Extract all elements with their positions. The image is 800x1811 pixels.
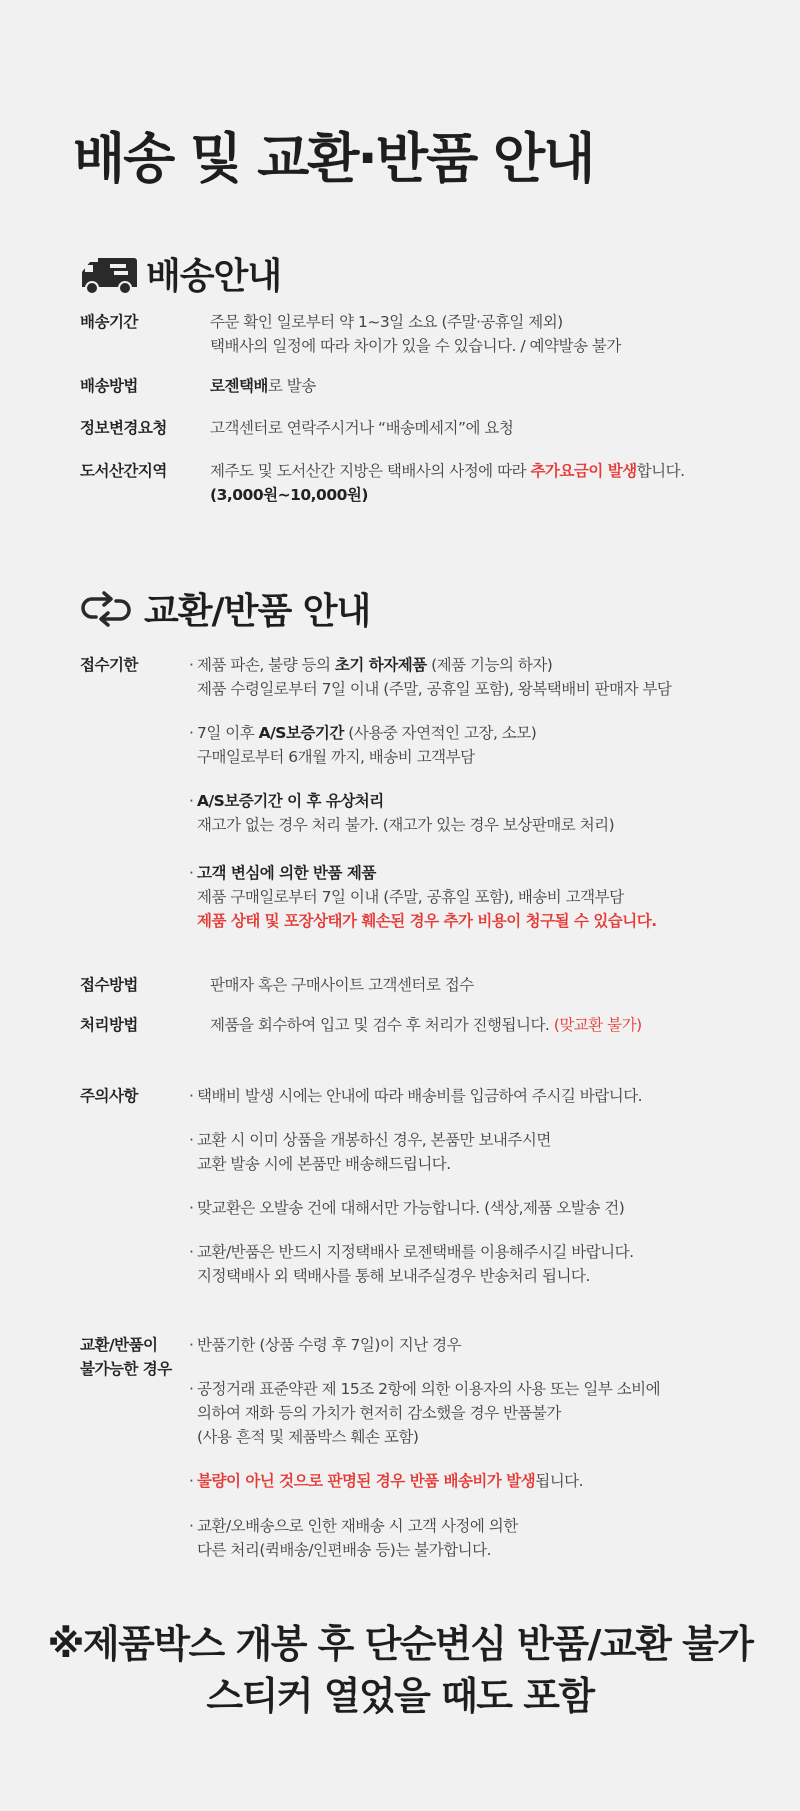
unable1-text: 반품기한 (상품 수령 후 7일)이 지난 경우 bbox=[197, 1336, 462, 1354]
no-direct-exchange: (맞교환 불가) bbox=[553, 1016, 642, 1034]
delivery-truck-icon bbox=[80, 252, 138, 296]
page-title: 배송 및 교환·반품 안내 bbox=[73, 127, 594, 190]
item2-post: (사용중 자연적인 고장, 소모) bbox=[343, 724, 537, 742]
receipt-method-label: 접수방법 bbox=[80, 976, 138, 994]
unable-item-2: · 공정거래 표준약관 제 15조 2항에 의한 이용자의 사용 또는 일부 소비에 의하여 재화 등의 가치가 현저히 감소했을 경우 반품불가 (사용 흔적 및 제품박스 훼손 포함) bbox=[197, 1377, 767, 1449]
item1-post: (제품 기능의 하자) bbox=[426, 656, 553, 674]
island-surcharge: 추가요금이 발생 bbox=[530, 462, 637, 480]
unable-label-line2: 불가능한 경우 bbox=[80, 1360, 172, 1378]
courier-name: 로젠택배 bbox=[210, 377, 268, 395]
unable4-line2: 다른 처리(퀵배송/인편배송 등)는 불가합니다. bbox=[197, 1541, 492, 1559]
process-text: 제품을 회수하여 입고 및 검수 후 처리가 진행됩니다. bbox=[210, 1016, 554, 1034]
island-value bbox=[210, 459, 800, 507]
caution-item-2: · 교환 시 이미 상품을 개봉하신 경우, 본품만 보내주시면 교환 발송 시에 본품만 배송해드립니다. bbox=[197, 1128, 767, 1176]
caution-item-1: · 택배비 발생 시에는 안내에 따라 배송비를 입금하여 주시길 바랍니다. bbox=[197, 1084, 767, 1108]
island-pre: 제주도 및 도서산간 지방은 택배사의 사정에 따라 bbox=[210, 462, 531, 480]
shipping-method-suffix: 로 발송 bbox=[267, 377, 316, 395]
shipping-heading-label: 배송안내 bbox=[146, 256, 282, 297]
caution-label: 주의사항 bbox=[80, 1087, 138, 1105]
shipping-period-value bbox=[210, 310, 800, 358]
process-method-value bbox=[210, 1013, 800, 1037]
caution-item-4: · 교환/반품은 반드시 지정택배사 로젠택배를 이용해주시길 바랍니다. 지정택배사 외 택배사를 통해 보내주실경우 반송처리 됩니다. bbox=[197, 1240, 767, 1288]
caution-item-3: · 맞교환은 오발송 건에 대해서만 가능합니다. (색상,제품 오발송 건) bbox=[197, 1196, 767, 1220]
receipt-item-1: · 제품 파손, 불량 등의 초기 하자제품 (제품 기능의 하자) 제품 수령일로부터 7일 이내 (주말, 공휴일 포함), 왕복택배비 판매자 부담 bbox=[197, 653, 767, 701]
process-method-label: 처리방법 bbox=[80, 1016, 138, 1034]
item1-pre: 제품 파손, 불량 등의 bbox=[197, 656, 335, 674]
receipt-item-4: · 고객 변심에 의한 반품 제품 제품 구매일로부터 7일 이내 (주말, 공휴일 포함), 배송비 고객부담 제품 상태 및 포장상태가 훼손된 경우 추가 비용이 청구될 수 있습니다. bbox=[197, 861, 767, 933]
notice-line-2: 스티커 열었을 때도 포함 bbox=[206, 1674, 594, 1718]
item2-line2: 구매일로부터 6개월 까지, 배송비 고객부담 bbox=[197, 748, 475, 766]
item1-line2: 제품 수령일로부터 7일 이내 (주말, 공휴일 포함), 왕복택배비 판매자 부담 bbox=[197, 680, 672, 698]
unable-label bbox=[80, 1333, 172, 1381]
island-fee: (3,000원~10,000원) bbox=[210, 486, 368, 504]
shipping-heading bbox=[80, 248, 281, 299]
item2-bold: A/S보증기간 bbox=[258, 724, 344, 742]
receipt-item-2: · 7일 이후 A/S보증기간 (사용중 자연적인 고장, 소모) 구매일로부터 6개월 까지, 배송비 고객부담 bbox=[197, 721, 767, 769]
notice-line-1: ※제품박스 개봉 후 단순변심 반품/교환 불가 bbox=[47, 1622, 753, 1666]
island-line1 bbox=[210, 459, 800, 483]
shipping-period-line1: 주문 확인 일로부터 약 1~3일 소요 (주말·공휴일 제외) bbox=[210, 313, 563, 331]
receipt-method-value: 판매자 혹은 구매사이트 고객센터로 접수 bbox=[210, 976, 474, 994]
returns-heading bbox=[80, 583, 370, 634]
caution2-line1: 교환 시 이미 상품을 개봉하신 경우, 본품만 보내주시면 bbox=[197, 1131, 551, 1149]
unable-item-1: · 반품기한 (상품 수령 후 7일)이 지난 경우 bbox=[197, 1333, 767, 1357]
item2-pre: 7일 이후 bbox=[197, 724, 259, 742]
unable2-line2: 의하여 재화 등의 가치가 현저히 감소했을 경우 반품불가 bbox=[197, 1404, 561, 1422]
caution3-text: 맞교환은 오발송 건에 대해서만 가능합니다. (색상,제품 오발송 건) bbox=[197, 1199, 625, 1217]
receipt-item-3: · A/S보증기간 이 후 유상처리 재고가 없는 경우 처리 불가. (재고가 있는 경우 보상판매로 처리) bbox=[197, 789, 767, 837]
returns-heading-label: 교환/반품 안내 bbox=[144, 591, 371, 632]
unable-label-line1: 교환/반품이 bbox=[80, 1336, 158, 1354]
item4-line2: 제품 구매일로부터 7일 이내 (주말, 공휴일 포함), 배송비 고객부담 bbox=[197, 888, 624, 906]
unable3-post: 됩니다. bbox=[535, 1472, 584, 1490]
caution2-line2: 교환 발송 시에 본품만 배송해드립니다. bbox=[197, 1155, 451, 1173]
item3-bold: A/S보증기간 이 후 유상처리 bbox=[197, 792, 384, 810]
receipt-deadline-label: 접수기한 bbox=[80, 656, 138, 674]
shipping-period-line2: 택배사의 일정에 따라 차이가 있을 수 있습니다. / 예약발송 불가 bbox=[210, 337, 621, 355]
shipping-period-label: 배송기간 bbox=[80, 313, 138, 331]
unable4-line1: 교환/오배송으로 인한 재배송 시 고객 사정에 의한 bbox=[197, 1517, 518, 1535]
island-label: 도서산간지역 bbox=[80, 462, 167, 480]
unable2-line3: (사용 흔적 및 제품박스 훼손 포함) bbox=[197, 1428, 419, 1446]
info-change-value: 고객센터로 연락주시거나 “배송메세지”에 요청 bbox=[210, 419, 514, 437]
caution4-line1: 교환/반품은 반드시 지정택배사 로젠택배를 이용해주시길 바랍니다. bbox=[197, 1243, 634, 1261]
shipping-method-value bbox=[210, 374, 800, 398]
unable3-warning: 불량이 아닌 것으로 판명된 경우 반품 배송비가 발생 bbox=[197, 1472, 536, 1490]
item3-line2: 재고가 없는 경우 처리 불가. (재고가 있는 경우 보상판매로 처리) bbox=[197, 816, 615, 834]
item1-bold: 초기 하자제품 bbox=[334, 656, 427, 674]
shipping-method-label: 배송방법 bbox=[80, 377, 138, 395]
unable-item-3: · 불량이 아닌 것으로 판명된 경우 반품 배송비가 발생됩니다. bbox=[189, 1472, 584, 1490]
unable2-line1: 공정거래 표준약관 제 15조 2항에 의한 이용자의 사용 또는 일부 소비에 bbox=[197, 1380, 661, 1398]
exchange-arrows-icon bbox=[80, 591, 132, 627]
item4-warning: 제품 상태 및 포장상태가 훼손된 경우 추가 비용이 청구될 수 있습니다. bbox=[197, 912, 657, 930]
item4-bold: 고객 변심에 의한 반품 제품 bbox=[197, 864, 376, 882]
caution4-line2: 지정택배사 외 택배사를 통해 보내주실경우 반송처리 됩니다. bbox=[197, 1267, 590, 1285]
island-post: 합니다. bbox=[636, 462, 685, 480]
unable-item-4: · 교환/오배송으로 인한 재배송 시 고객 사정에 의한 다른 처리(퀵배송/인편배송 등)는 불가합니다. bbox=[197, 1514, 767, 1562]
caution1-text: 택배비 발생 시에는 안내에 따라 배송비를 입금하여 주시길 바랍니다. bbox=[197, 1087, 643, 1105]
info-change-label: 정보변경요청 bbox=[80, 419, 167, 437]
